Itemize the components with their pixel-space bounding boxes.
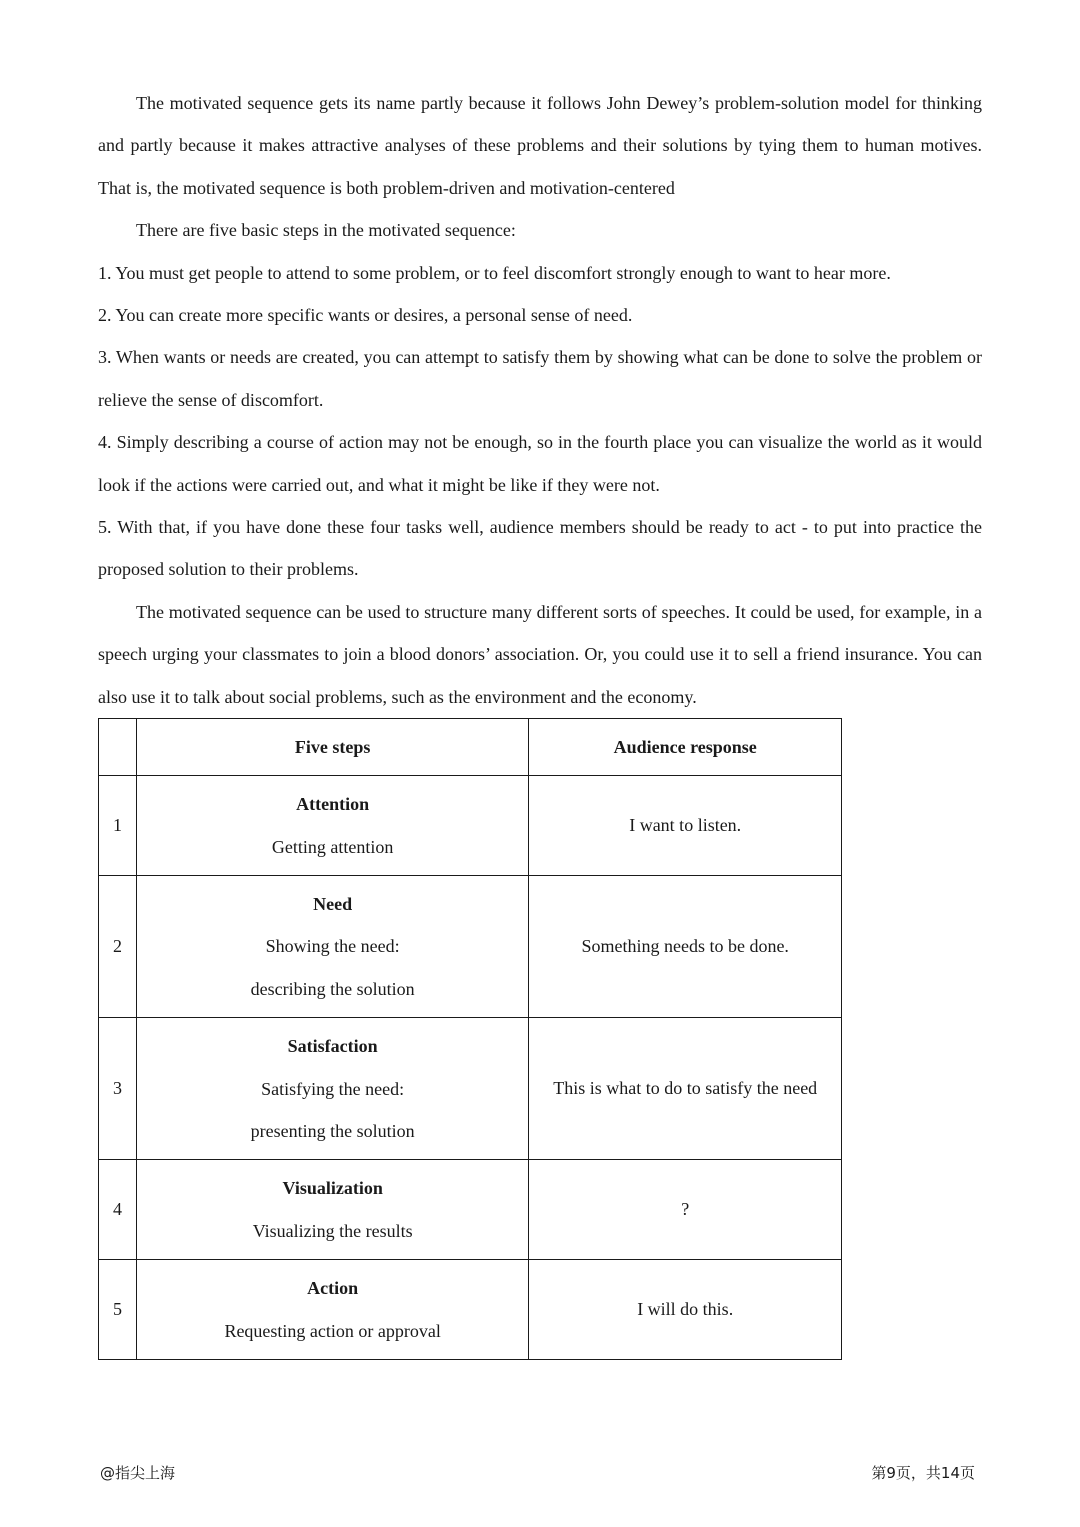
table-row: [99, 1160, 842, 1260]
step-description: Getting attention: [271, 836, 394, 857]
list-item: 1. You must get people to attend to some problem, or to feel discomfort strongly enough to want to hear more.: [98, 262, 891, 283]
step-title: Need: [313, 893, 353, 914]
audience-response: ?: [529, 1160, 842, 1260]
table-row: [99, 1260, 842, 1360]
audience-response: I will do this.: [529, 1260, 842, 1360]
five-steps-table: [98, 718, 842, 1360]
header-number: [99, 719, 137, 776]
step-cell: [136, 776, 528, 876]
step-number: 4: [99, 1160, 137, 1260]
step-description: describing the solution: [250, 978, 415, 999]
footer-page-number: 第9页，共14页: [871, 1464, 975, 1482]
step-title: Visualization: [282, 1178, 383, 1199]
step-cell: [136, 1160, 528, 1260]
table-header-row: [99, 719, 842, 776]
step-description: Showing the need:: [265, 936, 400, 957]
step-description: Requesting action or approval: [224, 1320, 441, 1341]
intro-paragraph: The motivated sequence gets its name partly because it follows John Dewey’s problem-solution model for thinking and partly because it makes attractive analyses of these problems and their solutions by tying them to human motives. That is, the motivated sequence is both problem-driven and motivation-centered: [98, 93, 982, 198]
steps-lead-paragraph: There are five basic steps in the motivated sequence:: [136, 220, 516, 241]
step-description: Visualizing the results: [252, 1220, 413, 1241]
step-description: presenting the solution: [250, 1120, 415, 1141]
list-item: 4. Simply describing a course of action may not be enough, so in the fourth place you can visualize the world as it would look if the actions were carried out, and what it might be like if they were not.: [98, 432, 982, 495]
table-row: [99, 1018, 842, 1160]
document-page: [98, 82, 982, 1360]
audience-response: I want to listen.: [529, 776, 842, 876]
list-item: 3. When wants or needs are created, you can attempt to satisfy them by showing what can be done to solve the problem or relieve the sense of discomfort.: [98, 347, 982, 410]
step-number: 1: [99, 776, 137, 876]
step-title: Attention: [296, 794, 370, 815]
audience-response: This is what to do to satisfy the need: [529, 1018, 842, 1160]
step-title: Satisfaction: [287, 1036, 378, 1057]
step-number: 2: [99, 875, 137, 1017]
step-cell: [136, 1018, 528, 1160]
step-cell: [136, 1260, 528, 1360]
step-description: Satisfying the need:: [261, 1078, 405, 1099]
step-number: 5: [99, 1260, 137, 1360]
step-cell: [136, 875, 528, 1017]
header-five-steps: Five steps: [136, 719, 528, 776]
step-number: 3: [99, 1018, 137, 1160]
table-row: [99, 875, 842, 1017]
header-audience-response: Audience response: [529, 719, 842, 776]
step-title: Action: [307, 1278, 359, 1299]
audience-response: Something needs to be done.: [529, 875, 842, 1017]
list-item: 5. With that, if you have done these four tasks well, audience members should be ready to act - to put into practice the proposed solution to their problems.: [98, 517, 982, 580]
closing-paragraph: The motivated sequence can be used to structure many different sorts of speeches. It could be used, for example, in a speech urging your classmates to join a blood donors’ association. Or, you could use it to sell a friend insurance. You can also use it to talk about social problems, such as the environment and the economy.: [98, 601, 982, 707]
list-item: 2. You can create more specific wants or desires, a personal sense of need.: [98, 305, 633, 326]
table-row: [99, 776, 842, 876]
footer-source: @指尖上海: [100, 1464, 176, 1482]
